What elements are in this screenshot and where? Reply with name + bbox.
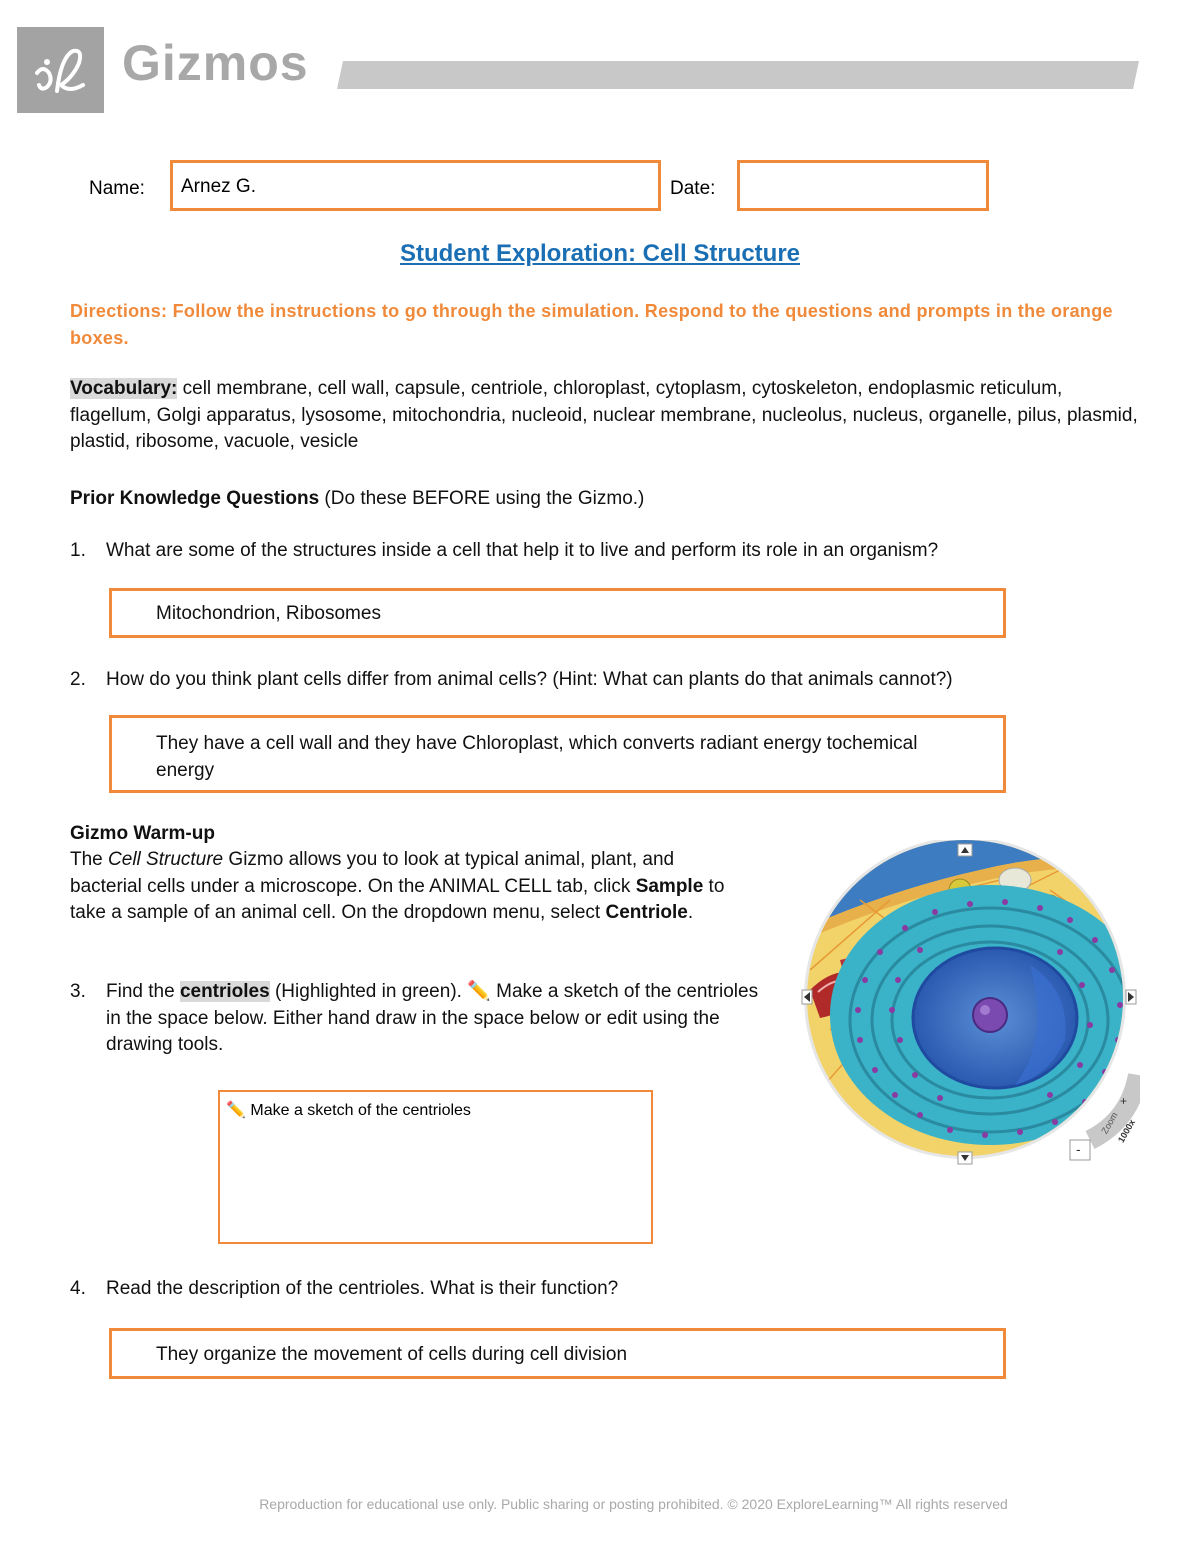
question-text	[106, 979, 778, 1059]
name-field[interactable]	[170, 160, 661, 211]
brand-name: Gizmos	[122, 35, 309, 91]
page-title: Student Exploration: Cell Structure	[399, 240, 801, 267]
centriole-keyword: Centriole	[605, 902, 688, 923]
gizmo-name: Cell Structure	[108, 849, 224, 870]
name-label: Name:	[89, 178, 145, 199]
date-label: Date:	[670, 178, 716, 199]
vocabulary-paragraph	[70, 376, 1140, 456]
answer-box-2[interactable]	[109, 715, 1006, 793]
question-4	[70, 1276, 1140, 1303]
pencil-icon: ✏️	[467, 981, 491, 1002]
answer-text: They have a cell wall and they have Chloroplast, which converts radiant energy tochemical energy	[156, 733, 918, 781]
answer-box-1[interactable]	[109, 588, 1006, 638]
zoom-label: Zoom	[1099, 1110, 1120, 1136]
vocabulary-terms: cell membrane, cell wall, capsule, centriole, chloroplast, cytoplasm, cytoskeleton, endoplasmic reticulum, flagellum, Golgi apparatus, lysosome, mitochondria, nucleoid, nuclear membrane, nucleolus, nucleus, organelle, pilus, plasmid, plastid, ribosome, vacuole, vesicle	[70, 378, 1138, 452]
question-text: Read the description of the centrioles. What is their function?	[106, 1278, 619, 1299]
question-number: 1.	[70, 540, 86, 561]
sketch-box[interactable]	[218, 1090, 653, 1244]
warmup-text: to take a sample of an animal cell. On the dropdown menu, select	[70, 875, 725, 923]
header-bar	[337, 61, 1139, 89]
date-field[interactable]	[737, 160, 989, 211]
warmup-text: Gizmo allows you to look at typical animal, plant, and bacterial cells under a microscope. On the ANIMAL CELL tab, click	[70, 849, 675, 897]
q3-text: Find the	[106, 981, 180, 1002]
answer-text: They organize the movement of cells during cell division	[156, 1344, 628, 1365]
prior-knowledge-note: (Do these BEFORE using the Gizmo.)	[319, 488, 645, 509]
warmup-paragraph	[70, 847, 730, 927]
vocabulary-label: Vocabulary:	[70, 378, 178, 399]
warmup-text: The	[70, 849, 109, 870]
directions: Directions: Follow the instructions to go through the simulation. Respond to the questions and prompts in the orange boxes.	[70, 301, 1113, 348]
animal-cell-image	[800, 840, 1140, 1170]
question-3	[70, 979, 780, 1063]
question-2	[70, 667, 1140, 694]
question-number: 2.	[70, 669, 86, 690]
warmup-heading: Gizmo Warm-up	[70, 823, 215, 844]
answer-text: Mitochondrion, Ribosomes	[156, 603, 381, 624]
name-value: Arnez G.	[181, 176, 256, 197]
question-number: 4.	[70, 1278, 86, 1299]
centrioles-highlight: centrioles	[179, 981, 270, 1002]
question-number: 3.	[70, 981, 86, 1002]
question-text: What are some of the structures inside a cell that help it to live and perform its role in an organism?	[106, 540, 939, 561]
answer-box-4[interactable]	[109, 1328, 1006, 1379]
explorelearning-logo-icon	[17, 27, 104, 113]
warmup-text: .	[687, 902, 694, 923]
zoom-out-button[interactable]: -	[1076, 1141, 1081, 1157]
sample-keyword: Sample	[635, 875, 704, 897]
question-text: How do you think plant cells differ from animal cells? (Hint: What can plants do that animals cannot?)	[106, 669, 953, 690]
q3-text: Make a sketch of the centrioles in the space below. Either hand draw in the space below or edit using the drawing tools.	[106, 981, 759, 1055]
zoom-value: 1000x	[1115, 1117, 1138, 1145]
pencil-icon: ✏️	[226, 1102, 246, 1119]
question-1	[70, 538, 1140, 565]
sketch-label: Make a sketch of the centrioles	[245, 1102, 471, 1119]
q3-text: (Highlighted in green).	[269, 981, 468, 1002]
prior-knowledge-heading	[70, 486, 1140, 513]
prior-knowledge-title: Prior Knowledge Questions	[70, 488, 320, 509]
logo	[17, 27, 104, 113]
zoom-in-button[interactable]: +	[1120, 1094, 1128, 1108]
footer: Reproduction for educational use only. Public sharing or posting prohibited. © 2020 ExploreLearning™ All rights reserved	[259, 1496, 1008, 1512]
